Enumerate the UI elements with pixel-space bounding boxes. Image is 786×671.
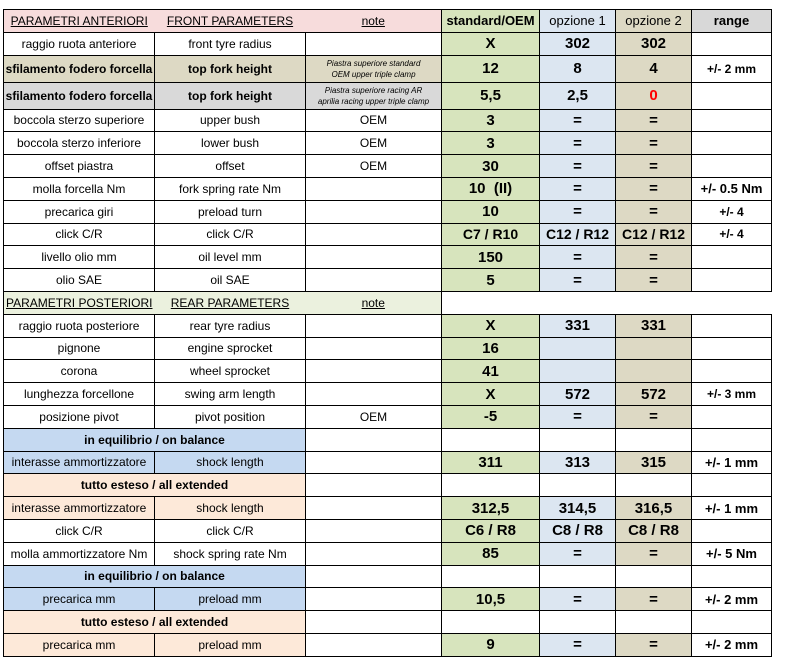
- cell-opt2: 4: [616, 55, 692, 82]
- cell-it: interasse ammortizzatore: [4, 497, 155, 520]
- cell-note: [306, 360, 442, 383]
- table-row: [4, 246, 772, 269]
- cell-opt1: [540, 474, 616, 497]
- section-row: [4, 565, 772, 588]
- cell-opt2: [616, 611, 692, 634]
- section-row: [4, 428, 772, 451]
- table-row: [4, 337, 772, 360]
- header-range: range: [692, 10, 772, 33]
- rear-header-note: note: [306, 291, 442, 314]
- cell-note: [306, 565, 442, 588]
- cell-opt1: =: [540, 200, 616, 223]
- cell-opt1: =: [540, 155, 616, 178]
- cell-note: [306, 269, 442, 292]
- cell-opt2: =: [616, 269, 692, 292]
- cell-en: shock spring rate Nm: [155, 542, 306, 565]
- cell-note: OEM: [306, 132, 442, 155]
- header-option1: opzione 1: [540, 10, 616, 33]
- cell-note: [306, 451, 442, 474]
- cell-opt1: =: [540, 246, 616, 269]
- cell-it: olio SAE: [4, 269, 155, 292]
- cell-range: +/- 1 mm: [692, 451, 772, 474]
- cell-std: 85: [442, 542, 540, 565]
- cell-en: preload turn: [155, 200, 306, 223]
- cell-opt1: =: [540, 109, 616, 132]
- cell-range: [692, 246, 772, 269]
- cell-range: +/- 4: [692, 223, 772, 246]
- cell-range: [692, 32, 772, 55]
- section-on-balance: in equilibrio / on balance: [4, 428, 306, 451]
- cell-opt2: 316,5: [616, 497, 692, 520]
- note-line-2: OEM upper triple clamp: [331, 69, 416, 79]
- cell-opt2: =: [616, 109, 692, 132]
- table-row: [4, 132, 772, 155]
- cell-opt2: [616, 360, 692, 383]
- cell-note: [306, 383, 442, 406]
- cell-it: lunghezza forcellone: [4, 383, 155, 406]
- table-row: [4, 177, 772, 200]
- cell-it: click C/R: [4, 223, 155, 246]
- cell-std: 41: [442, 360, 540, 383]
- table-row: [4, 82, 772, 109]
- cell-opt1: [540, 360, 616, 383]
- cell-opt2: C12 / R12: [616, 223, 692, 246]
- cell-range: [692, 109, 772, 132]
- cell-opt1: 302: [540, 32, 616, 55]
- cell-it: molla forcella Nm: [4, 177, 155, 200]
- cell-std: [442, 428, 540, 451]
- cell-opt1: C8 / R8: [540, 519, 616, 542]
- cell-en: front tyre radius: [155, 32, 306, 55]
- cell-it: posizione pivot: [4, 405, 155, 428]
- cell-std: 10,5: [442, 588, 540, 611]
- cell-en: shock length: [155, 451, 306, 474]
- table-row: [4, 314, 772, 337]
- note-line-1: Piastra superiore standard: [326, 58, 421, 68]
- cell-note: [306, 314, 442, 337]
- cell-std: 3: [442, 109, 540, 132]
- cell-note: [306, 32, 442, 55]
- cell-note: [306, 497, 442, 520]
- cell-note: [306, 474, 442, 497]
- cell-opt2: [616, 337, 692, 360]
- cell-en: preload mm: [155, 633, 306, 656]
- header-option2: opzione 2: [616, 10, 692, 33]
- cell-en: preload mm: [155, 588, 306, 611]
- cell-note: [306, 519, 442, 542]
- cell-it: corona: [4, 360, 155, 383]
- cell-note: [306, 200, 442, 223]
- rear-header-row: [4, 291, 772, 314]
- cell-en: shock length: [155, 497, 306, 520]
- cell-std: X: [442, 383, 540, 406]
- cell-opt1: [540, 337, 616, 360]
- cell-opt1: =: [540, 269, 616, 292]
- cell-range: [692, 132, 772, 155]
- cell-en: lower bush: [155, 132, 306, 155]
- cell-range: +/- 2 mm: [692, 633, 772, 656]
- cell-opt1: 2,5: [540, 82, 616, 109]
- cell-std: 12: [442, 55, 540, 82]
- cell-it: precarica mm: [4, 633, 155, 656]
- cell-std: -5: [442, 405, 540, 428]
- table-row: [4, 109, 772, 132]
- cell-range: +/- 3 mm: [692, 383, 772, 406]
- table-row: [4, 542, 772, 565]
- cell-note: [306, 177, 442, 200]
- front-header-en: FRONT PARAMETERS: [155, 10, 306, 33]
- cell-std: X: [442, 314, 540, 337]
- table-row: [4, 32, 772, 55]
- cell-range: [692, 474, 772, 497]
- cell-en: oil SAE: [155, 269, 306, 292]
- note-line-2: aprilia racing upper triple clamp: [317, 96, 430, 106]
- table-row: [4, 405, 772, 428]
- cell-std: [442, 474, 540, 497]
- cell-std: C6 / R8: [442, 519, 540, 542]
- cell-std: 311: [442, 451, 540, 474]
- front-header-note: note: [306, 10, 442, 33]
- table-row: [4, 451, 772, 474]
- cell-it: raggio ruota posteriore: [4, 314, 155, 337]
- cell-std: 5: [442, 269, 540, 292]
- cell-opt1: [540, 428, 616, 451]
- cell-std: X: [442, 32, 540, 55]
- cell-opt2: =: [616, 132, 692, 155]
- cell-opt1: =: [540, 542, 616, 565]
- section-all-extended: tutto esteso / all extended: [4, 611, 306, 634]
- cell-it: sfilamento fodero forcella: [4, 55, 155, 82]
- table-row: [4, 155, 772, 178]
- cell-opt2: =: [616, 246, 692, 269]
- table-row: [4, 497, 772, 520]
- cell-it: boccola sterzo superiore: [4, 109, 155, 132]
- cell-en: offset: [155, 155, 306, 178]
- cell-range: +/- 2 mm: [692, 588, 772, 611]
- cell-note: OEM: [306, 155, 442, 178]
- cell-note: [306, 337, 442, 360]
- cell-opt2: [616, 474, 692, 497]
- cell-range: [692, 155, 772, 178]
- cell-note: [306, 82, 442, 109]
- cell-note: [306, 55, 442, 82]
- cell-std: 10 (II): [442, 177, 540, 200]
- cell-std: C7 / R10: [442, 223, 540, 246]
- cell-std: 5,5: [442, 82, 540, 109]
- table-row: [4, 269, 772, 292]
- front-header-row: [4, 10, 772, 33]
- cell-std: 312,5: [442, 497, 540, 520]
- cell-note: OEM: [306, 405, 442, 428]
- cell-opt2: =: [616, 155, 692, 178]
- cell-opt2: =: [616, 588, 692, 611]
- table-row: [4, 519, 772, 542]
- cell-opt2: 315: [616, 451, 692, 474]
- cell-en: top fork height: [155, 82, 306, 109]
- section-on-balance: in equilibrio / on balance: [4, 565, 306, 588]
- cell-note: [306, 428, 442, 451]
- cell-en: pivot position: [155, 405, 306, 428]
- cell-opt1: 8: [540, 55, 616, 82]
- table-row: [4, 383, 772, 406]
- cell-range: [692, 82, 772, 109]
- cell-note: [306, 246, 442, 269]
- cell-std: 3: [442, 132, 540, 155]
- cell-en: engine sprocket: [155, 337, 306, 360]
- cell-note: [306, 588, 442, 611]
- cell-it: precarica giri: [4, 200, 155, 223]
- rear-header-en: REAR PARAMETERS: [155, 291, 306, 314]
- cell-en: top fork height: [155, 55, 306, 82]
- cell-en: wheel sprocket: [155, 360, 306, 383]
- cell-it: offset piastra: [4, 155, 155, 178]
- cell-opt1: =: [540, 588, 616, 611]
- cell-opt2: 572: [616, 383, 692, 406]
- table-row: [4, 200, 772, 223]
- suspension-setup-table: [3, 9, 772, 657]
- note-line-1: Piastra superiore racing AR: [324, 85, 423, 95]
- table-row: [4, 588, 772, 611]
- cell-en: swing arm length: [155, 383, 306, 406]
- cell-opt2: =: [616, 177, 692, 200]
- cell-it: molla ammortizzatore Nm: [4, 542, 155, 565]
- cell-opt2: 0: [616, 82, 692, 109]
- cell-opt2: [616, 428, 692, 451]
- cell-opt1: 313: [540, 451, 616, 474]
- cell-opt1: C12 / R12: [540, 223, 616, 246]
- table-row: [4, 360, 772, 383]
- rear-header-spacer: [442, 291, 772, 314]
- cell-range: [692, 565, 772, 588]
- cell-range: [692, 360, 772, 383]
- cell-opt1: [540, 565, 616, 588]
- cell-it: boccola sterzo inferiore: [4, 132, 155, 155]
- cell-it: click C/R: [4, 519, 155, 542]
- cell-opt2: =: [616, 405, 692, 428]
- cell-range: +/- 0.5 Nm: [692, 177, 772, 200]
- cell-opt2: 302: [616, 32, 692, 55]
- cell-range: +/- 1 mm: [692, 497, 772, 520]
- cell-std: 9: [442, 633, 540, 656]
- cell-opt2: =: [616, 633, 692, 656]
- rear-header-it: PARAMETRI POSTERIORI: [4, 291, 155, 314]
- section-all-extended: tutto esteso / all extended: [4, 474, 306, 497]
- cell-opt1: 572: [540, 383, 616, 406]
- front-header-it: PARAMETRI ANTERIORI: [4, 10, 155, 33]
- cell-opt2: =: [616, 200, 692, 223]
- cell-opt1: =: [540, 132, 616, 155]
- cell-opt2: [616, 565, 692, 588]
- cell-range: [692, 428, 772, 451]
- cell-opt1: [540, 611, 616, 634]
- cell-opt2: =: [616, 542, 692, 565]
- cell-opt1: 331: [540, 314, 616, 337]
- cell-en: upper bush: [155, 109, 306, 132]
- cell-it: interasse ammortizzatore: [4, 451, 155, 474]
- cell-it: sfilamento fodero forcella: [4, 82, 155, 109]
- cell-std: 30: [442, 155, 540, 178]
- cell-std: 10: [442, 200, 540, 223]
- cell-en: fork spring rate Nm: [155, 177, 306, 200]
- cell-range: [692, 337, 772, 360]
- cell-it: livello olio mm: [4, 246, 155, 269]
- cell-range: [692, 611, 772, 634]
- cell-en: click C/R: [155, 519, 306, 542]
- cell-range: +/- 4: [692, 200, 772, 223]
- cell-opt1: =: [540, 405, 616, 428]
- table-row: [4, 55, 772, 82]
- cell-note: OEM: [306, 109, 442, 132]
- cell-en: oil level mm: [155, 246, 306, 269]
- cell-range: +/- 2 mm: [692, 55, 772, 82]
- cell-std: 150: [442, 246, 540, 269]
- cell-range: +/- 5 Nm: [692, 542, 772, 565]
- cell-opt1: 314,5: [540, 497, 616, 520]
- cell-en: rear tyre radius: [155, 314, 306, 337]
- cell-note: [306, 633, 442, 656]
- cell-opt1: =: [540, 633, 616, 656]
- cell-note: [306, 542, 442, 565]
- table-row: [4, 633, 772, 656]
- cell-note: [306, 611, 442, 634]
- cell-std: [442, 611, 540, 634]
- cell-it: precarica mm: [4, 588, 155, 611]
- cell-range: [692, 519, 772, 542]
- cell-std: 16: [442, 337, 540, 360]
- cell-it: pignone: [4, 337, 155, 360]
- cell-range: [692, 314, 772, 337]
- section-row: [4, 611, 772, 634]
- cell-opt2: 331: [616, 314, 692, 337]
- cell-range: [692, 405, 772, 428]
- table-row: [4, 223, 772, 246]
- cell-std: [442, 565, 540, 588]
- cell-note: [306, 223, 442, 246]
- section-row: [4, 474, 772, 497]
- cell-range: [692, 269, 772, 292]
- cell-opt2: C8 / R8: [616, 519, 692, 542]
- header-standard: standard/OEM: [442, 10, 540, 33]
- cell-en: click C/R: [155, 223, 306, 246]
- cell-opt1: =: [540, 177, 616, 200]
- cell-it: raggio ruota anteriore: [4, 32, 155, 55]
